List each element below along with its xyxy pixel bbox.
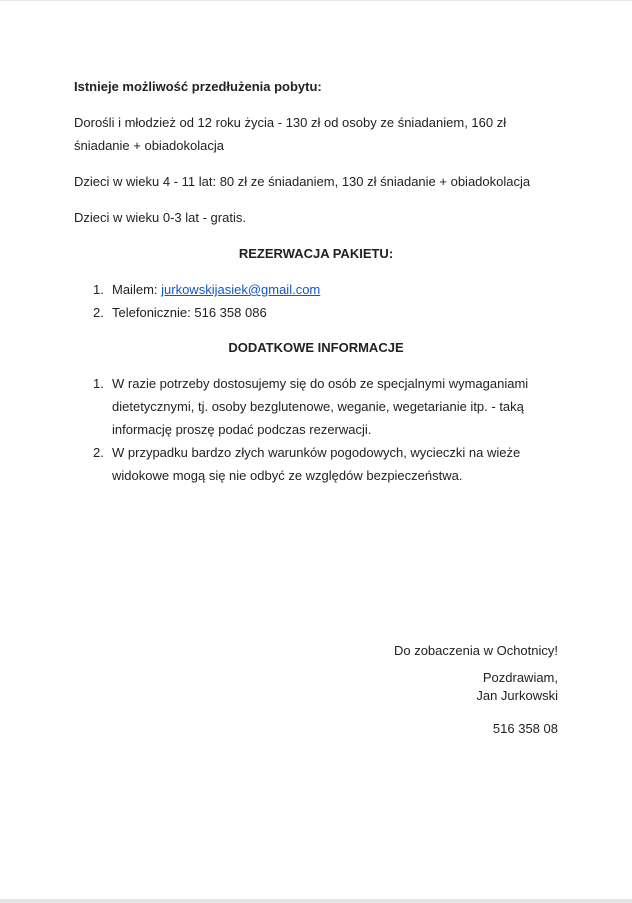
- extension-children-block: [74, 170, 558, 193]
- extension-adults-text: Dorośli i młodzież od 12 roku życia - 130 zł od osoby ze śniadaniem, 160 zł śniadanie + obiadokolacja: [74, 115, 507, 153]
- closing-farewell: Do zobaczenia w Ochotnicy!: [393, 643, 558, 658]
- reservation-list-block: [74, 278, 558, 324]
- additional-section: [74, 336, 558, 359]
- list-item-number: 2.: [93, 305, 104, 320]
- reservation-section: [74, 242, 558, 265]
- closing-farewell-block: [74, 639, 558, 662]
- list-item-number: 1.: [93, 282, 104, 297]
- closing-signature-block: [74, 669, 558, 705]
- extension-adults-block: [74, 111, 558, 157]
- reservation-heading: REZERWACJA PAKIETU:: [238, 246, 394, 261]
- extension-children-0-3-text: Dzieci w wieku 0-3 lat - gratis.: [74, 210, 246, 225]
- extension-heading: Istnieje możliwość przedłużenia pobytu:: [74, 79, 322, 94]
- reservation-mail-label: Mailem:: [112, 282, 162, 297]
- reservation-list: [74, 278, 558, 324]
- email-link[interactable]: jurkowskijasiek@gmail.com: [161, 282, 321, 297]
- extension-section: [74, 75, 558, 98]
- list-item-number: 2.: [93, 445, 104, 460]
- closing-phone: 516 358 08: [492, 721, 558, 736]
- closing-phone-block: [74, 717, 558, 740]
- closing-greeting: Pozdrawiam,: [482, 670, 558, 685]
- list-item: [74, 301, 558, 324]
- additional-list: [74, 372, 558, 487]
- additional-heading: DODATKOWE INFORMACJE: [228, 340, 404, 355]
- additional-list-block: [74, 372, 558, 487]
- list-item: [74, 278, 558, 301]
- extension-infants-block: [74, 206, 558, 229]
- reservation-phone-label: Telefonicznie: 516 358 086: [112, 305, 267, 320]
- list-item: [74, 441, 558, 487]
- list-item-number: 1.: [93, 376, 104, 391]
- extension-children-4-11-text: Dzieci w wieku 4 - 11 lat: 80 zł ze śniadaniem, 130 zł śniadanie + obiadokolacja: [74, 174, 531, 189]
- additional-item-text: W przypadku bardzo złych warunków pogodowych, wycieczki na wieże widokowe mogą się nie odbyć ze względów bezpieczeństwa.: [112, 445, 521, 483]
- additional-item-text: W razie potrzeby dostosujemy się do osób ze specjalnymi wymaganiami dietetycznymi, tj. osoby bezglutenowe, weganie, wegetarianie itp. - taką informację proszę podać podczas rezerwacji.: [112, 376, 529, 437]
- page-bottom-edge: [0, 899, 632, 903]
- list-item: [74, 372, 558, 441]
- closing-name: Jan Jurkowski: [476, 688, 558, 703]
